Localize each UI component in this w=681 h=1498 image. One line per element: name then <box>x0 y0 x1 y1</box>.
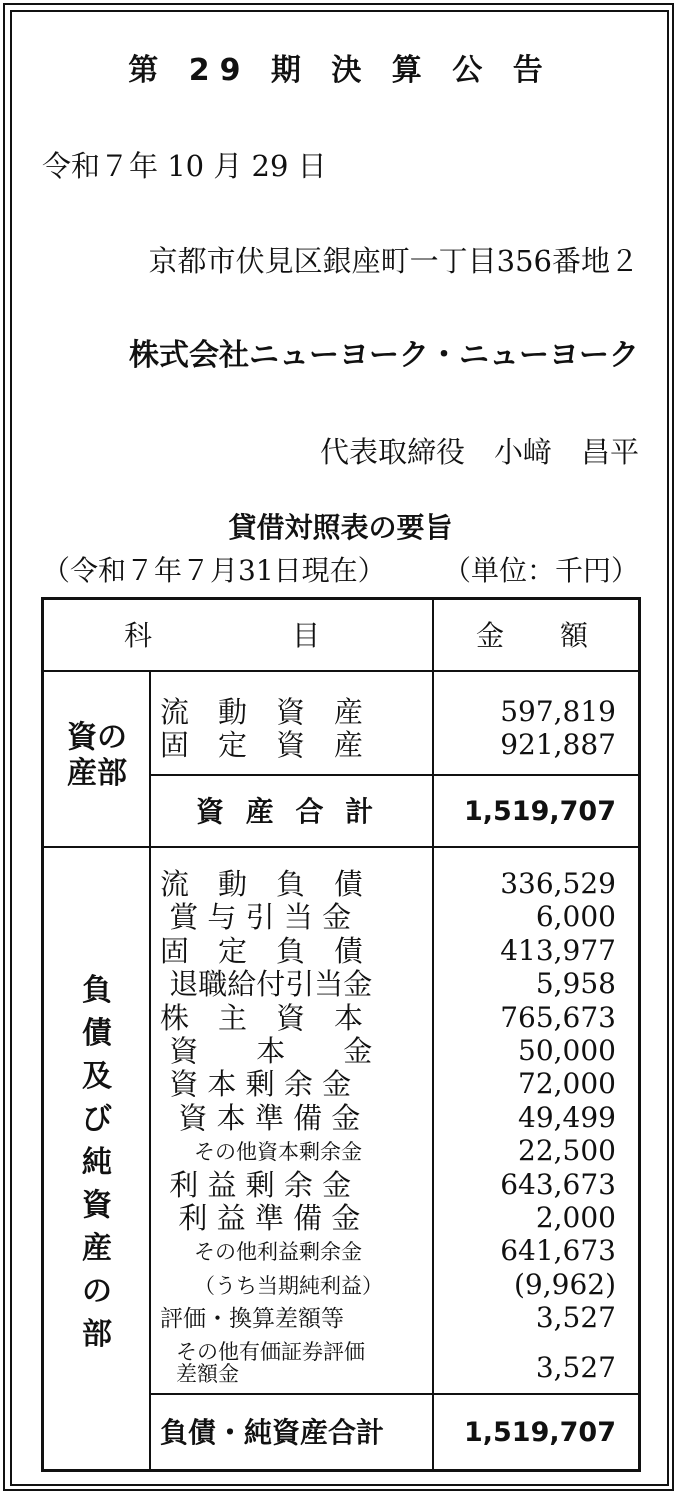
liabilities-total-value: 1,519,707 <box>463 1417 616 1448</box>
liabilities-total-label: 負債・純資産合計 <box>160 1416 385 1449</box>
row-value: 22,500 <box>518 1134 616 1168</box>
row-value: 50,000 <box>518 1034 616 1067</box>
category-char: 債 <box>82 1016 112 1051</box>
row-label: 流 動 負 債 <box>160 867 364 901</box>
row-value: 413,977 <box>500 933 616 967</box>
sheet-unit: （単位：千円） <box>442 554 639 587</box>
liability-row <box>44 1200 638 1233</box>
assets-category: 資の 産部 <box>67 720 127 791</box>
sheet-as-of: （令和７年７月31日現在） <box>42 554 386 587</box>
header-amount: 金 額 <box>476 619 589 652</box>
company-name: 株式会社ニューヨーク・ニューヨーク <box>129 338 639 373</box>
liability-row <box>44 1066 638 1102</box>
row-label-line2: 差額金 <box>176 1361 239 1386</box>
category-char: 部 <box>82 1317 112 1352</box>
liability-row <box>44 1000 638 1033</box>
row-value: 765,673 <box>500 1000 616 1034</box>
divider <box>44 670 638 672</box>
liability-row <box>44 899 638 935</box>
row-value: 5,958 <box>535 967 616 1001</box>
row-value: (9,962) <box>513 1267 616 1301</box>
row-label: 利 益 剰 余 金 <box>160 1167 352 1202</box>
assets-total-row <box>44 794 638 827</box>
liability-row <box>44 1267 638 1300</box>
notice-date: 令和７年 10 月 29 日 <box>42 149 327 183</box>
category-char: 及 <box>82 1059 112 1094</box>
row-label: その他有価証券評価 <box>176 1339 365 1364</box>
category-char: 純 <box>82 1145 112 1180</box>
liability-row <box>44 1334 638 1386</box>
row-value: 643,673 <box>500 1167 616 1201</box>
assets-total-label: 資 産 合 計 <box>196 795 380 828</box>
row-value: 597,819 <box>500 695 616 728</box>
category-char: 産 <box>82 1231 112 1266</box>
liability-row <box>44 1167 638 1200</box>
company-address: 京都市伏見区銀座町一丁目356番地２ <box>148 244 639 278</box>
divider <box>149 1393 638 1395</box>
row-value: 921,887 <box>500 728 616 761</box>
asset-row <box>44 727 638 760</box>
row-value: 336,529 <box>500 867 616 900</box>
row-label: その他資本剰余金 <box>194 1140 362 1165</box>
header-item: 科 目 <box>124 619 321 652</box>
divider <box>44 846 638 848</box>
liability-row <box>44 866 638 899</box>
liability-row <box>44 1300 638 1333</box>
row-label: 流 動 資 産 <box>160 695 364 729</box>
balance-sheet-table <box>41 597 641 1472</box>
assets-total-value: 1,519,707 <box>463 796 616 827</box>
liability-row <box>44 1233 638 1266</box>
category-char: 資 <box>82 1188 112 1223</box>
liability-row <box>44 966 638 1002</box>
row-label: 株 主 資 本 <box>160 1000 364 1035</box>
row-value: 3,527 <box>535 1350 616 1384</box>
row-value: 641,673 <box>500 1234 616 1268</box>
row-label: 利 益 準 備 金 <box>160 1201 361 1235</box>
liability-row <box>44 1100 638 1133</box>
row-label: 退職給付引当金 <box>160 967 373 1002</box>
liability-row <box>44 1133 638 1166</box>
row-label: 固 定 資 産 <box>160 728 364 762</box>
row-value: 3,527 <box>535 1301 616 1335</box>
row-label: その他利益剰余金 <box>194 1240 362 1265</box>
sheet-title: 貸借対照表の要旨 <box>228 511 453 544</box>
row-label: （うち当期純利益） <box>194 1273 383 1298</box>
liability-row <box>44 933 638 966</box>
divider <box>149 774 638 776</box>
category-char: び <box>82 1102 112 1137</box>
row-value: 6,000 <box>535 900 616 934</box>
row-label: 賞 与 引 当 金 <box>160 900 352 935</box>
representative: 代表取締役 小﨑 昌平 <box>319 435 639 469</box>
row-value: 49,499 <box>518 1100 616 1134</box>
row-label: 資 本 準 備 金 <box>160 1100 361 1135</box>
row-value: 72,000 <box>518 1067 616 1101</box>
row-label: 評価・換算差額等 <box>160 1306 344 1333</box>
row-label: 資 本 剰 余 金 <box>160 1067 352 1102</box>
category-char: 負 <box>82 973 112 1008</box>
category-char: の <box>82 1274 112 1309</box>
liability-row <box>44 1033 638 1066</box>
row-label: 固 定 負 債 <box>160 933 364 968</box>
row-value: 2,000 <box>535 1201 616 1234</box>
row-label: 資 本 金 <box>160 1034 373 1068</box>
asset-row <box>44 694 638 727</box>
liabilities-total-row <box>44 1415 638 1448</box>
notice-title: 第 29 期 決 算 公 告 <box>128 53 553 88</box>
